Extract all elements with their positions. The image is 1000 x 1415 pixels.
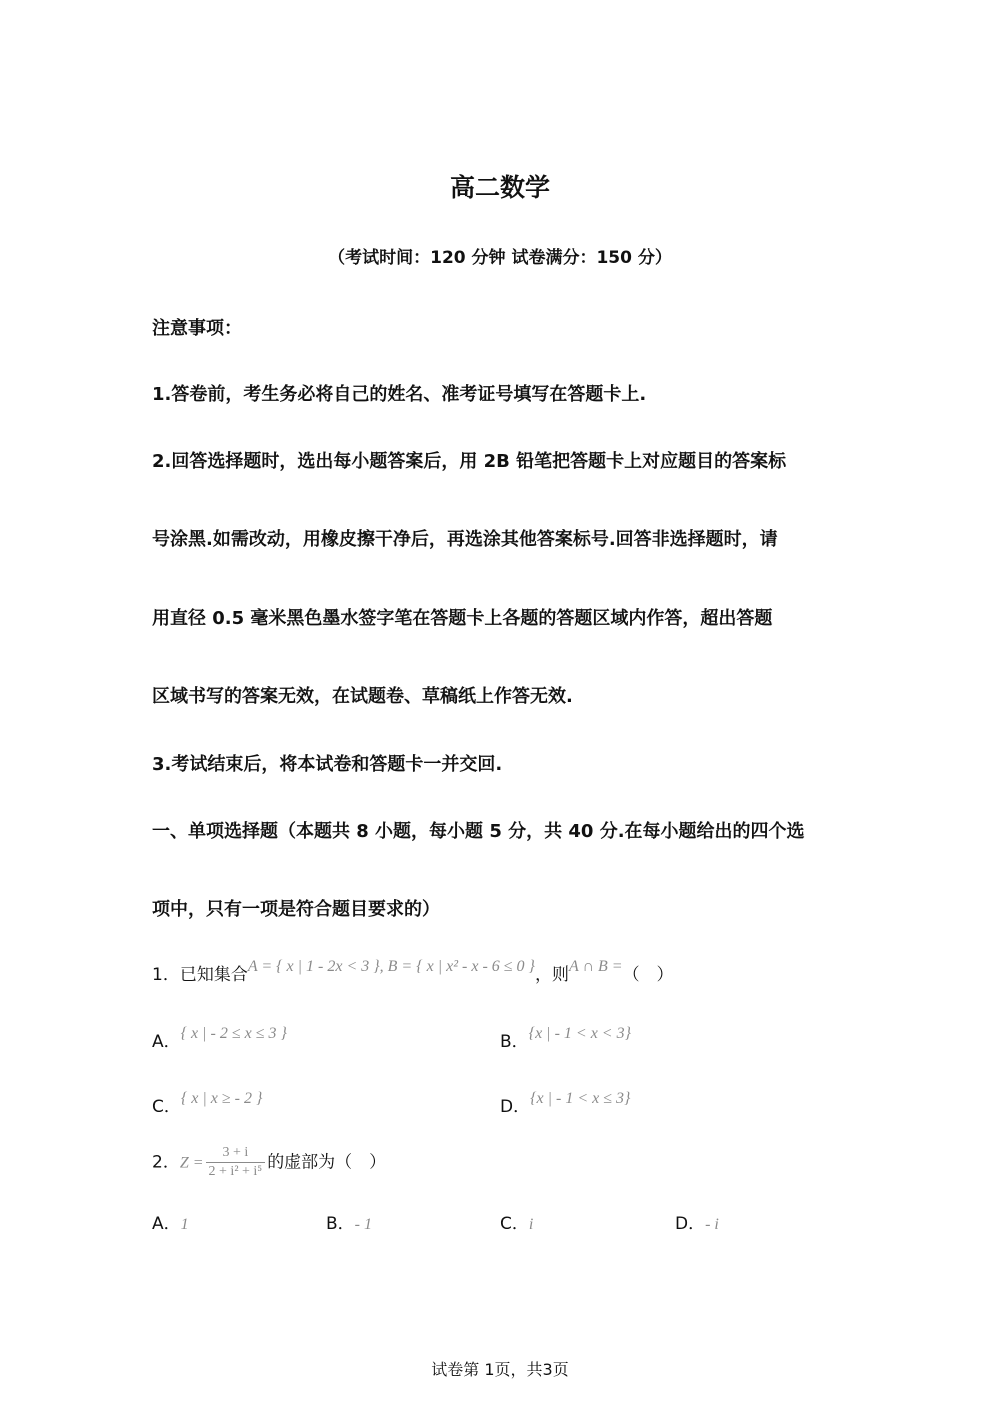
page-title: 高二数学: [449, 173, 550, 202]
option-label: C．: [500, 1214, 529, 1234]
question-2: [152, 1144, 386, 1181]
page-footer: 试卷第 1页，共3页: [431, 1360, 569, 1379]
notice-heading: 注意事项：: [152, 318, 242, 339]
option-formula: {x | - 1 < x < 3}: [528, 1025, 631, 1042]
option-label: D．: [675, 1214, 706, 1234]
option-b: [500, 1027, 631, 1052]
question-1: [152, 960, 674, 985]
question-number: 2．: [152, 1152, 180, 1173]
option-formula: {x | - 1 < x ≤ 3}: [530, 1090, 631, 1107]
option-a: [152, 1209, 189, 1234]
option-formula: - 1: [354, 1216, 372, 1233]
notice-line-5: 区域书写的答案无效，在试题卷、草稿纸上作答无效.: [152, 686, 573, 707]
option-formula: i: [528, 1216, 534, 1233]
answer-paren: （ ）: [622, 965, 674, 985]
fraction-numerator: 3 + i: [206, 1144, 266, 1163]
notice-line-1: 1.答卷前，考生务必将自己的姓名、准考证号填写在答题卡上.: [152, 384, 647, 405]
option-formula: - i: [705, 1216, 719, 1233]
option-a: [152, 1027, 287, 1052]
notice-line-3: 号涂黑.如需改动，用橡皮擦干净后，再选涂其他答案标号.回答非选择题时，请: [152, 529, 778, 550]
option-formula: 1: [180, 1216, 189, 1233]
option-c: [500, 1209, 533, 1234]
section-heading-line-1: 一、单项选择题（本题共 8 小题，每小题 5 分，共 40 分.在每小题给出的四个选: [152, 821, 805, 842]
option-d: [675, 1209, 719, 1234]
set-b-formula: , B = { x | x² - x - 6 ≤ 0 }: [379, 958, 535, 975]
question-text: 的虚部为（ ）: [267, 1152, 387, 1173]
set-a-formula: A = { x | 1 - 2x < 3 }: [247, 958, 380, 975]
question-number: 1．: [152, 965, 180, 985]
option-label: A．: [152, 1032, 181, 1052]
intersection-formula: A ∩ B =: [568, 958, 623, 975]
fraction: [206, 1144, 266, 1181]
question-text: ，则: [534, 965, 569, 985]
z-label: Z =: [179, 1154, 204, 1172]
option-label: C．: [152, 1097, 181, 1117]
option-label: A．: [152, 1214, 181, 1234]
option-formula: { x | x ≥ - 2 }: [180, 1090, 263, 1107]
notice-line-2: 2.回答选择题时，选出每小题答案后，用 2B 铅笔把答题卡上对应题目的答案标: [152, 451, 787, 472]
option-d: [500, 1092, 630, 1117]
fraction-denominator: 2 + i² + i⁵: [208, 1164, 263, 1179]
option-label: B．: [500, 1032, 529, 1052]
notice-line-6: 3.考试结束后，将本试卷和答题卡一并交回.: [152, 754, 503, 775]
option-formula: { x | - 2 ≤ x ≤ 3 }: [180, 1025, 287, 1042]
section-heading-line-2: 项中，只有一项是符合题目要求的）: [152, 899, 440, 920]
option-label: B．: [326, 1214, 355, 1234]
option-b: [326, 1209, 372, 1234]
notice-line-4: 用直径 0.5 毫米黑色墨水签字笔在答题卡上各题的答题区域内作答，超出答题: [152, 608, 773, 629]
option-label: D．: [500, 1097, 531, 1117]
option-c: [152, 1092, 262, 1117]
exam-info: （考试时间：120 分钟 试卷满分：150 分）: [328, 248, 672, 268]
question-text: 已知集合: [179, 965, 248, 985]
